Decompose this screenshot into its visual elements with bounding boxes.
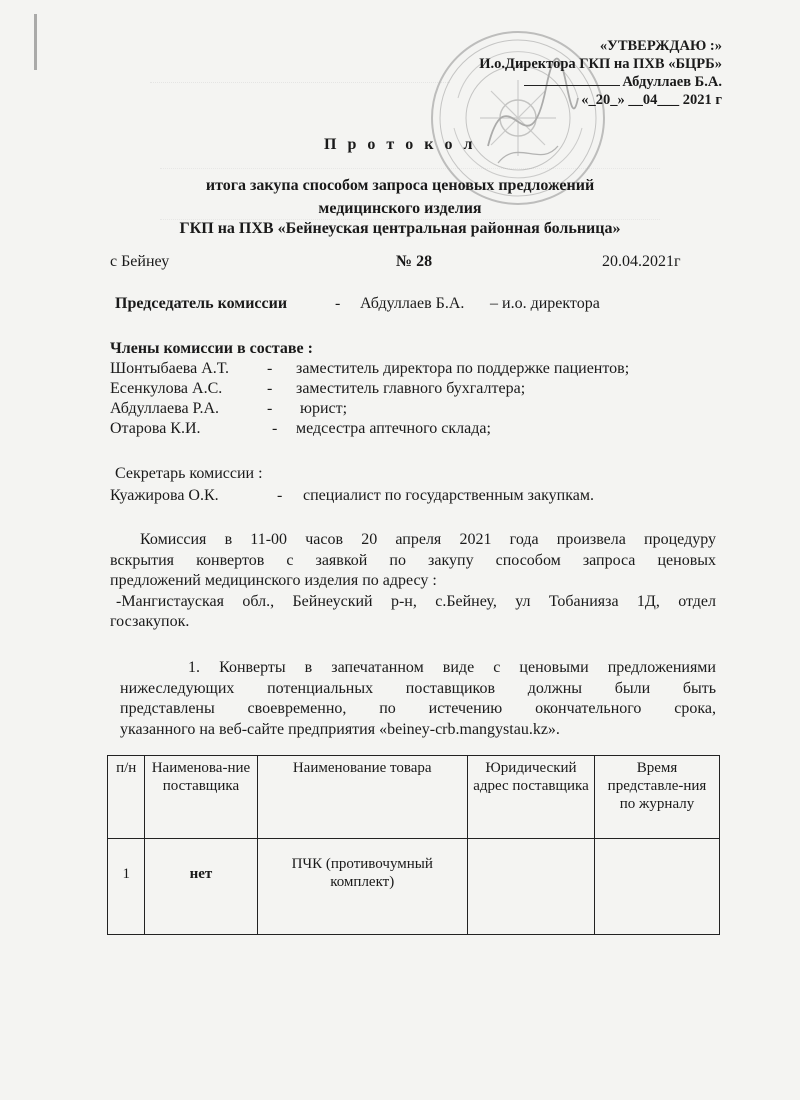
secretary-name: Куажирова О.К. — [110, 487, 219, 504]
secretary-label: Секретарь комиссии : — [115, 465, 263, 482]
approval-block — [479, 37, 722, 109]
paragraph-line: указанного на веб-сайте предприятия «beiney-crb.mangystau.kz». — [120, 720, 560, 738]
member-dash: - — [267, 380, 273, 397]
paragraph-line: госзакупок. — [110, 613, 190, 630]
chair-label: Председатель комиссии — [115, 295, 288, 312]
paragraph-line: представлены своевременно, по истечению окончательного срока, — [120, 700, 716, 717]
scan-margin-mark — [34, 14, 37, 70]
suppliers-table — [107, 755, 720, 935]
chair-role: – и.о. директора — [490, 295, 600, 312]
paragraph-line: предложений медицинского изделия по адресу : — [110, 572, 437, 589]
member-dash: - — [272, 420, 278, 437]
member-dash: - — [267, 360, 273, 377]
member-name: Отарова К.И. — [110, 420, 201, 437]
table-header-row — [108, 756, 720, 839]
member-role: юрист; — [300, 400, 348, 417]
table-cell: 1 — [108, 839, 145, 935]
table-header: Наименова-ние поставщика — [145, 756, 257, 839]
paragraph-line: нижеследующих потенциальных поставщиков должны были быть — [120, 679, 716, 697]
protocol-subtitle-2: медицинского изделия — [318, 200, 482, 217]
table-header: Время представле-ния по журналу — [595, 756, 720, 839]
member-role: медсестра аптечного склада; — [296, 420, 491, 437]
procedure-paragraph — [110, 530, 716, 633]
approval-date: «_20_» __04___ 2021 г — [581, 92, 722, 108]
member-name: Абдуллаева Р.А. — [110, 400, 219, 417]
meta-place: с Бейнеу — [110, 253, 170, 270]
paragraph-line: вскрытия конвертов с заявкой по закупу способом запроса ценовых — [110, 551, 716, 569]
table-header: Наименование товара — [257, 756, 467, 839]
paragraph-line: -Мангистауская обл., Бейнеуский р-н, с.Бейнеу, ул Тобанияза 1Д, отдел — [116, 592, 716, 610]
chair-dash: - — [335, 295, 341, 312]
member-dash: - — [267, 400, 273, 417]
protocol-subtitle-1: итога закупа способом запроса ценовых предложений — [205, 177, 595, 194]
member-role: заместитель главного бухгалтера; — [296, 380, 526, 397]
meta-number: № 28 — [396, 253, 433, 270]
table-header: Юридический адрес поставщика — [467, 756, 594, 839]
approval-title: «УТВЕРЖДАЮ :» — [599, 38, 722, 54]
meta-date: 20.04.2021г — [602, 253, 681, 270]
member-name: Есенкулова А.С. — [110, 380, 223, 397]
paragraph-line: 1. Конверты в запечатанном виде с ценовыми предложениями — [188, 659, 716, 676]
member-name: Шонтыбаева А.Т. — [110, 360, 229, 377]
table-cell — [467, 839, 594, 935]
table-cell — [595, 839, 720, 935]
bleed-through — [150, 68, 450, 83]
chair-name: Абдуллаев Б.А. — [360, 295, 465, 312]
protocol-heading: П р о т о к о л — [324, 136, 476, 153]
approval-position: И.о.Директора ГКП на ПХВ «БЦРБ» — [479, 56, 722, 72]
paragraph-line: Комиссия в 11-00 часов 20 апреля 2021 года произвела процедуру — [140, 531, 716, 548]
members-heading: Члены комиссии в составе : — [110, 340, 313, 357]
table-header: п/н — [108, 756, 145, 839]
table-cell: нет — [145, 839, 257, 935]
protocol-subtitle-3: ГКП на ПХВ «Бейнеуская центральная районная больница» — [179, 220, 621, 237]
table-row — [108, 839, 720, 935]
member-role: заместитель директора по поддержке пациентов; — [296, 360, 630, 377]
envelopes-paragraph — [112, 658, 716, 740]
approval-signatory: Абдуллаев Б.А. — [479, 73, 722, 91]
secretary-dash: - — [277, 487, 283, 504]
secretary-role: специалист по государственным закупкам. — [303, 487, 594, 504]
table-cell: ПЧК (противочумный комплект) — [257, 839, 467, 935]
